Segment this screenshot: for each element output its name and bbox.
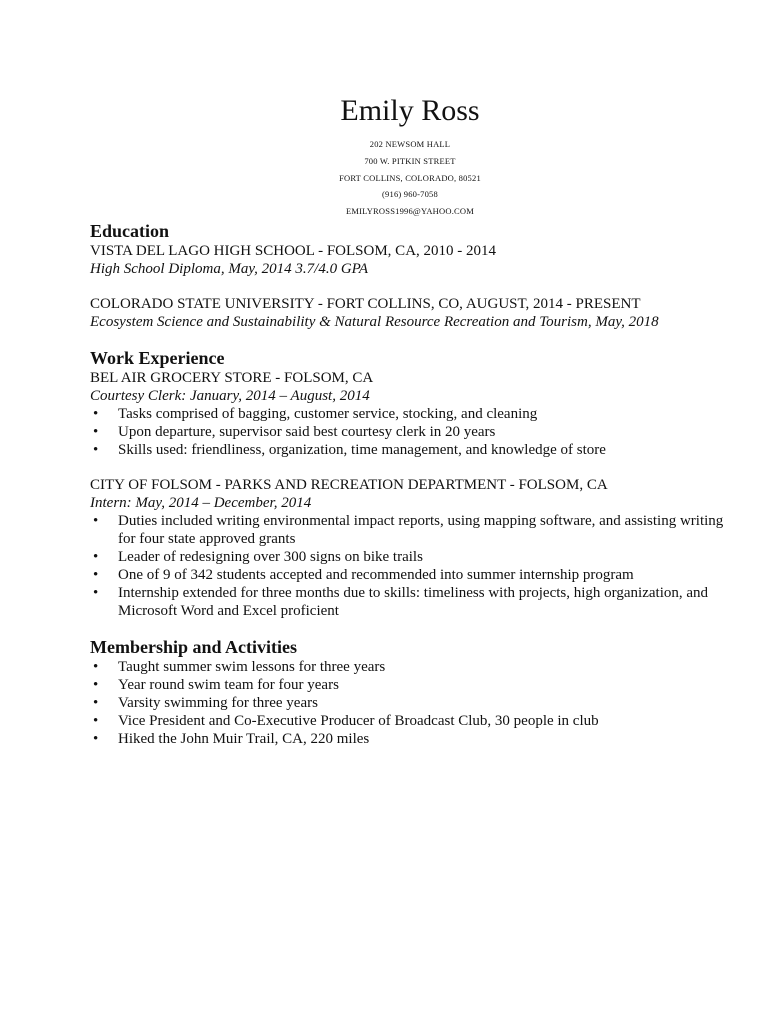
list-item: • Taught summer swim lessons for three years	[93, 658, 386, 675]
education-detail-2: Ecosystem Science and Sustainability & Natural Resource Recreation and Tourism, May, 2018	[90, 313, 659, 330]
resume-name: Emily Ross	[340, 94, 480, 127]
address-line-2: 700 W. PITKIN STREET	[364, 155, 456, 166]
education-heading: Education	[90, 220, 170, 241]
job-1-bullets	[90, 405, 730, 459]
list-item: • Upon departure, supervisor said best courtesy clerk in 20 years	[93, 423, 496, 440]
bullet-icon: •	[93, 548, 99, 565]
bullet-icon: •	[93, 423, 99, 440]
bullet-icon: •	[93, 658, 99, 675]
job-1-role: Courtesy Clerk: January, 2014 – August, 2014	[90, 387, 370, 404]
list-item: • Year round swim team for four years	[93, 676, 339, 693]
job-1-employer: BEL AIR GROCERY STORE - FOLSOM, CA	[90, 369, 374, 386]
email-address: EMILYROSS1996@YAHOO.COM	[346, 206, 474, 217]
activities-bullets	[90, 658, 730, 748]
contact-block	[90, 136, 730, 220]
list-item: • Skills used: friendliness, organization, time management, and knowledge of store	[93, 441, 606, 458]
work-heading: Work Experience	[90, 347, 225, 368]
address-line-1: 202 NEWSOM HALL	[369, 139, 451, 149]
bullet-icon: •	[93, 712, 99, 729]
resume-page	[90, 92, 730, 748]
list-item: • Duties included writing environmental impact reports, using mapping software, and assisting writing for four state approved grants	[93, 512, 724, 547]
job-2-bullets	[90, 512, 730, 620]
education-school-2: COLORADO STATE UNIVERSITY - FORT COLLINS, CO, AUGUST, 2014 - PRESENT	[90, 295, 641, 312]
education-detail-1: High School Diploma, May, 2014 3.7/4.0 GPA	[90, 260, 369, 277]
bullet-icon: •	[93, 566, 99, 583]
phone-number: (916) 960-7058	[382, 189, 438, 200]
bullet-icon: •	[93, 694, 99, 711]
bullet-icon: •	[93, 584, 99, 601]
bullet-icon: •	[93, 405, 99, 422]
bullet-icon: •	[93, 730, 99, 747]
list-item: • Hiked the John Muir Trail, CA, 220 miles	[93, 730, 370, 747]
job-2-role: Intern: May, 2014 – December, 2014	[90, 494, 312, 511]
activities-heading: Membership and Activities	[90, 636, 297, 657]
list-item: • Internship extended for three months due to skills: timeliness with projects, high organization, and Microsoft Word and Excel proficient	[93, 584, 709, 619]
list-item: • Tasks comprised of bagging, customer service, stocking, and cleaning	[93, 405, 538, 422]
job-2-employer: CITY OF FOLSOM - PARKS AND RECREATION DEPARTMENT - FOLSOM, CA	[90, 476, 608, 493]
education-school-1: VISTA DEL LAGO HIGH SCHOOL - FOLSOM, CA, 2010 - 2014	[90, 242, 497, 259]
list-item: • Leader of redesigning over 300 signs on bike trails	[93, 548, 423, 565]
bullet-icon: •	[93, 676, 99, 693]
bullet-icon: •	[93, 441, 99, 458]
list-item: • One of 9 of 342 students accepted and recommended into summer internship program	[93, 566, 634, 583]
bullet-icon: •	[93, 512, 99, 529]
city-line: FORT COLLINS, COLORADO, 80521	[339, 172, 481, 183]
list-item: • Vice President and Co-Executive Producer of Broadcast Club, 30 people in club	[93, 712, 599, 729]
list-item: • Varsity swimming for three years	[93, 694, 318, 711]
